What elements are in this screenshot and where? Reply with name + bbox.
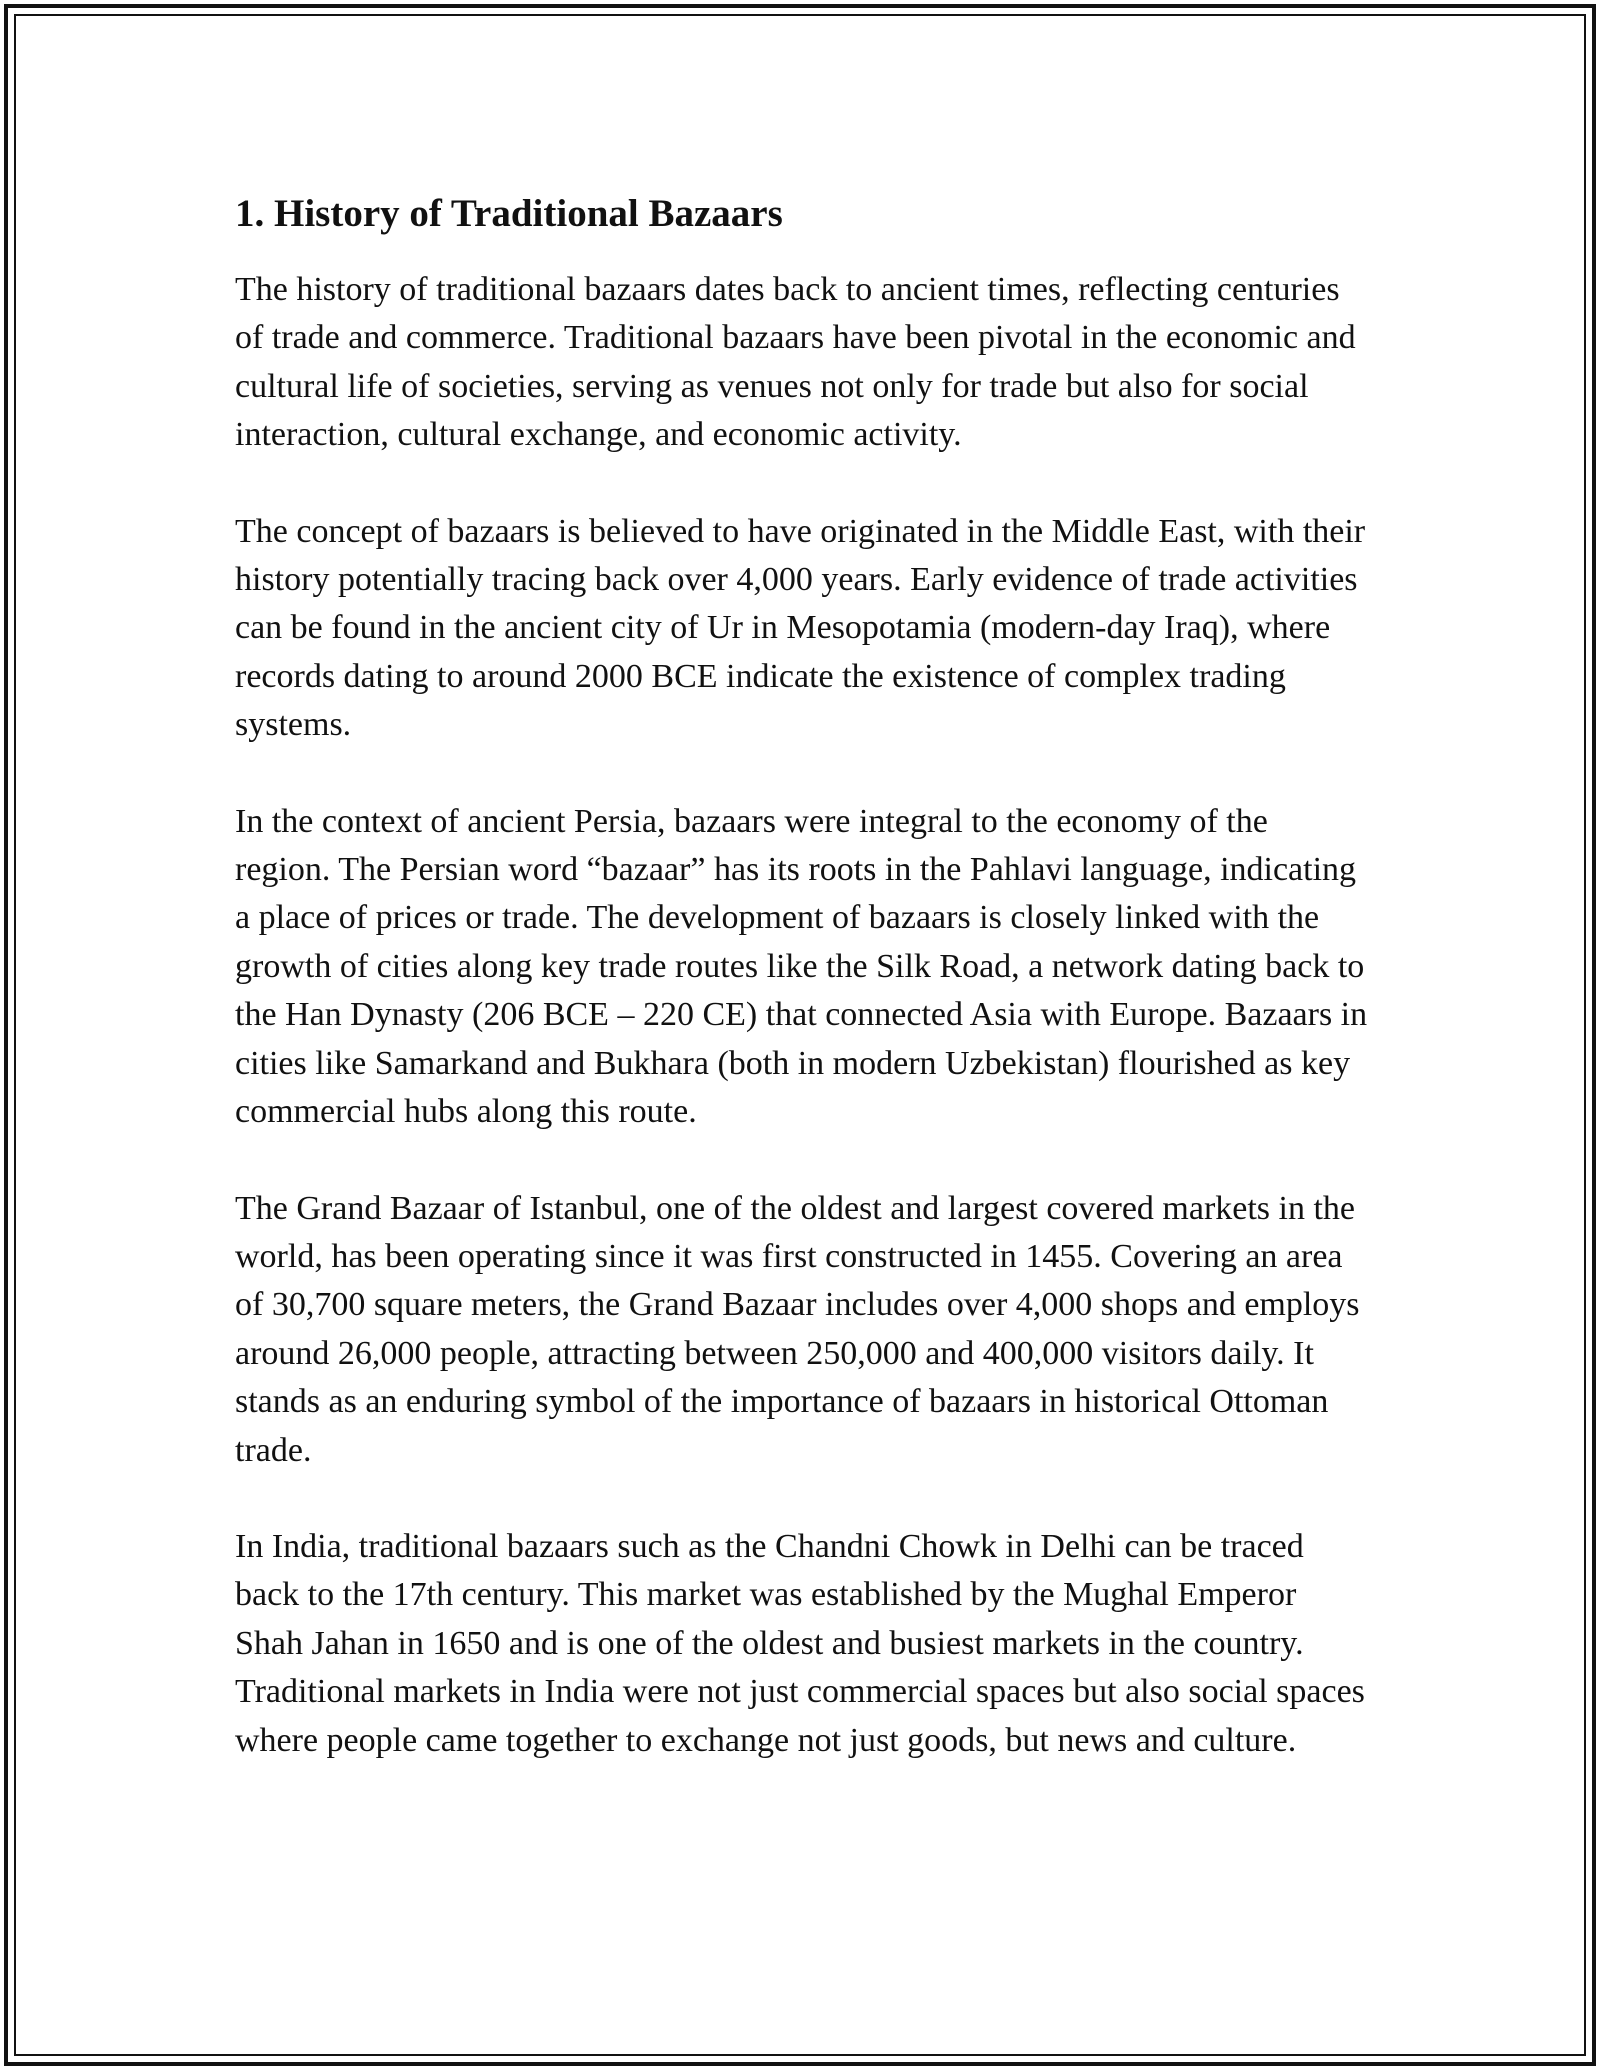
paragraph-intro: The history of traditional bazaars dates back to ancient times, reflecting centuries of trade and commerce. Traditional bazaars have been pivotal in the economic and cultural life of societies, serving as venues not only for trade but also for social interaction, cultural exchange, and economic activity. (235, 271, 1356, 454)
paragraph-ancient-persia: In the context of ancient Persia, bazaars were integral to the economy of the region. The Persian word “bazaar” has its roots in the Pahlavi language, indicating a place of prices or trade. The development of bazaars is closely linked with the growth of cities along key trade routes like the Silk Road, a network dating back to the Han Dynasty (206 BCE – 220 CE) that connected Asia with Europe. Bazaars in cities like Samarkand and Bukhara (both in modern Uzbekistan) flourished as key commercial hubs along this route. (235, 802, 1368, 1131)
document-body (235, 188, 1370, 1813)
paragraph-middle-east-origins: The concept of bazaars is believed to have originated in the Middle East, with their history potentially tracing back over 4,000 years. Early evidence of trade activities can be found in the ancient city of Ur in Mesopotamia (modern-day Iraq), where records dating to around 2000 BCE indicate the existence of complex trading systems. (235, 512, 1366, 744)
paragraph-india-chandni-chowk: In India, traditional bazaars such as the Chandni Chowk in Delhi can be traced back to the 17th century. This market was established by the Mughal Emperor Shah Jahan in 1650 and is one of the oldest and busiest markets in the country. Traditional markets in India were not just commercial spaces but also social spaces where people came together to exchange not just goods, but news and culture. (235, 1527, 1365, 1759)
section-heading: 1. History of Traditional Bazaars (235, 192, 783, 235)
paragraph-grand-bazaar-istanbul: The Grand Bazaar of Istanbul, one of the oldest and largest covered markets in the world, has been operating since it was first constructed in 1455. Covering an area of 30,700 square meters, the Grand Bazaar includes over 4,000 shops and employs around 26,000 people, attracting between 250,000 and 400,000 visitors daily. It stands as an enduring symbol of the importance of bazaars in historical Ottoman trade. (235, 1189, 1360, 1469)
